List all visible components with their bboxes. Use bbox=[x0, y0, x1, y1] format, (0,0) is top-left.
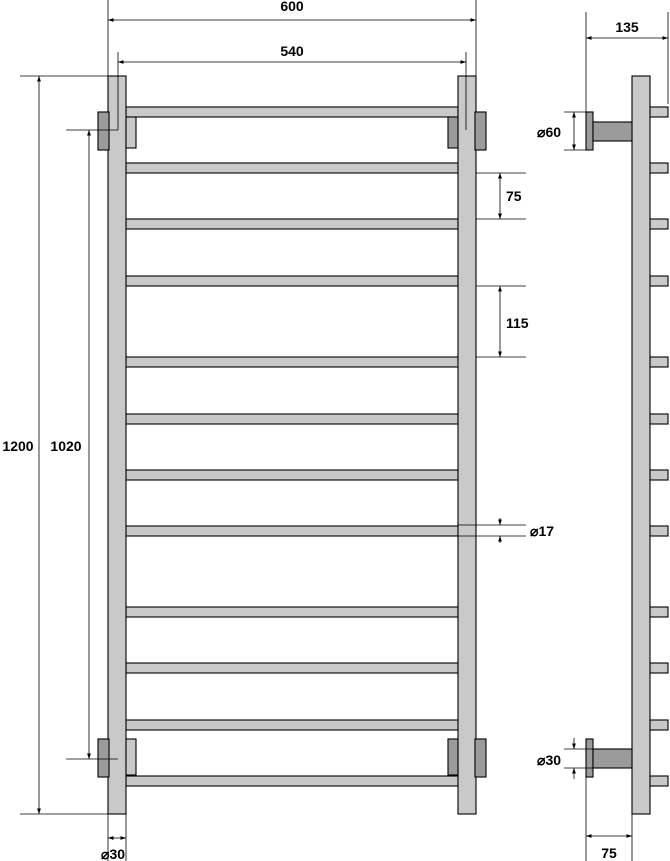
dim-rung-gap-small-label: 75 bbox=[506, 188, 522, 204]
dim-overall-width-label: 600 bbox=[280, 0, 304, 14]
dim-mount-spacing-label: 1020 bbox=[50, 438, 82, 454]
side-view bbox=[586, 76, 668, 814]
side-rung-12 bbox=[650, 776, 668, 786]
rung-12 bbox=[126, 776, 458, 786]
rung-8 bbox=[126, 526, 458, 536]
dim-depth bbox=[586, 12, 668, 112]
right-upright bbox=[458, 76, 476, 814]
side-bottom-mount-arm bbox=[593, 749, 632, 768]
front-view bbox=[98, 76, 486, 814]
dim-rung-gap-small bbox=[476, 173, 526, 219]
side-rung-5 bbox=[650, 357, 668, 367]
rung-4 bbox=[126, 276, 458, 286]
side-rung-3 bbox=[650, 219, 668, 229]
dim-rung-gap-large bbox=[476, 286, 529, 357]
mount-top-left-clip bbox=[126, 117, 136, 148]
side-rung-8 bbox=[650, 526, 668, 536]
side-rung-11 bbox=[650, 720, 668, 730]
side-rungs bbox=[650, 107, 668, 786]
mount-bottom-right-clip bbox=[448, 739, 458, 775]
side-top-mount-plate bbox=[586, 112, 593, 150]
rung-2 bbox=[126, 163, 458, 173]
side-rung-4 bbox=[650, 276, 668, 286]
dim-bottom-mount-diameter-label: ⌀30 bbox=[537, 752, 562, 768]
dim-mount-offset-label: 75 bbox=[601, 845, 617, 861]
dim-top-mount-diameter-label: ⌀60 bbox=[537, 124, 562, 140]
rung-11 bbox=[126, 720, 458, 730]
rung-1 bbox=[126, 107, 458, 117]
dim-bottom-mount-diameter bbox=[537, 738, 593, 779]
dim-inner-width bbox=[118, 43, 466, 76]
dim-upright-diameter-label: ⌀30 bbox=[101, 846, 126, 861]
side-rung-9 bbox=[650, 607, 668, 617]
mount-top-right-plate bbox=[475, 112, 486, 150]
rung-3 bbox=[126, 219, 458, 229]
rung-6 bbox=[126, 414, 458, 424]
side-top-mount-arm bbox=[593, 122, 632, 141]
rung-7 bbox=[126, 470, 458, 480]
dim-upright-diameter bbox=[101, 814, 126, 861]
left-upright bbox=[108, 76, 126, 814]
mount-top-left-plate bbox=[98, 112, 109, 150]
side-rung-10 bbox=[650, 663, 668, 673]
rung-5 bbox=[126, 357, 458, 367]
rung-10 bbox=[126, 663, 458, 673]
dim-top-mount-diameter bbox=[537, 112, 586, 150]
mount-top-right-clip bbox=[448, 117, 458, 148]
side-upright bbox=[632, 76, 650, 814]
mount-bottom-left-clip bbox=[126, 739, 136, 775]
dim-depth-label: 135 bbox=[615, 19, 639, 35]
mount-bottom-left-plate bbox=[98, 739, 109, 777]
side-rung-7 bbox=[650, 470, 668, 480]
rungs bbox=[126, 107, 458, 786]
rung-9 bbox=[126, 607, 458, 617]
side-rung-2 bbox=[650, 163, 668, 173]
dim-mount-spacing bbox=[46, 130, 118, 759]
side-rung-1 bbox=[650, 107, 668, 117]
side-bottom-mount-plate bbox=[586, 739, 593, 777]
dim-overall-height-label: 1200 bbox=[2, 438, 34, 454]
mount-bottom-right-plate bbox=[475, 739, 486, 777]
dim-mount-offset bbox=[586, 777, 632, 861]
dim-rung-diameter-label: ⌀17 bbox=[530, 523, 555, 539]
dim-rung-gap-large-label: 115 bbox=[506, 315, 529, 331]
dim-inner-width-label: 540 bbox=[280, 43, 304, 59]
side-rung-6 bbox=[650, 414, 668, 424]
